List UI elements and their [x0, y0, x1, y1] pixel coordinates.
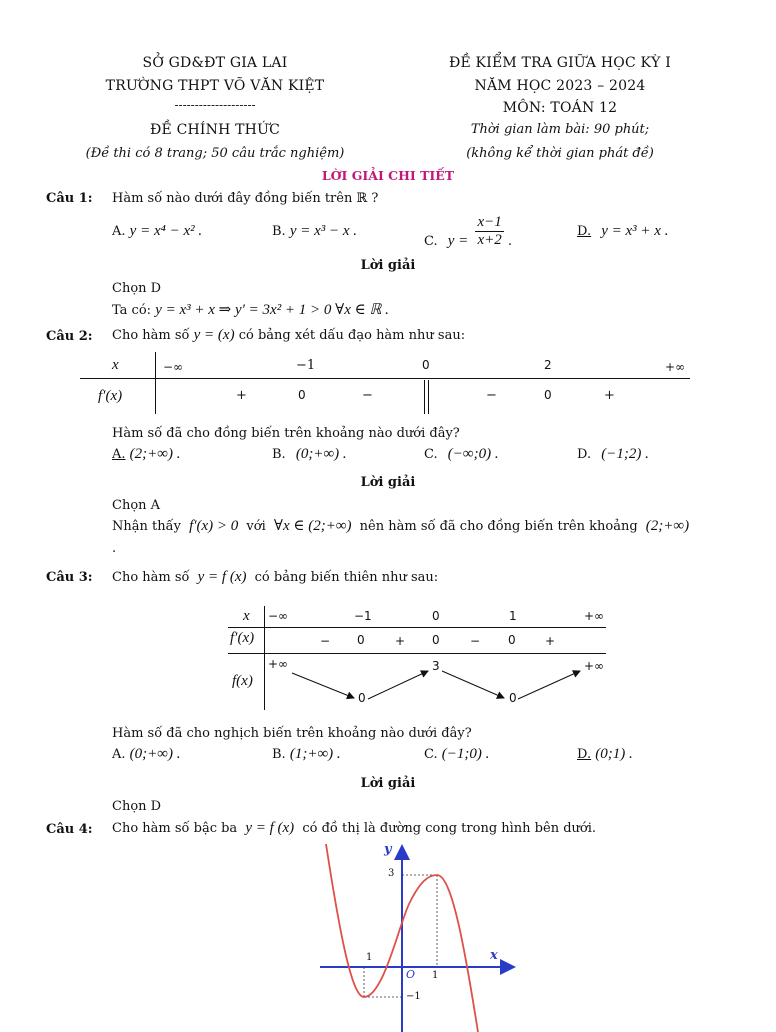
q2-explanation: Nhận thấy f′(x) > 0 với ∀x ∈ (2;+∞) nên hàm số đã cho đồng biến trên khoảng (2;+∞): [112, 518, 690, 534]
q3-x-val: 1: [509, 609, 517, 623]
q2-sign: −: [362, 388, 373, 403]
q2-sign: 0: [544, 388, 552, 402]
q2-sign: −: [486, 388, 497, 403]
x-axis-label: x: [490, 948, 498, 963]
q3-option-c: C. (−1;0) .: [424, 746, 490, 762]
q2-sign: 0: [298, 388, 306, 402]
y-axis-label: y: [384, 842, 392, 857]
q2-solution-title: Lời giải: [360, 475, 416, 490]
q3-label: Câu 3:: [46, 570, 93, 585]
school-name: TRƯỜNG THPT VÕ VĂN KIỆT: [105, 78, 325, 94]
q3-arrow-down: [442, 671, 504, 698]
q2-option-a: A. (2;+∞) .: [112, 446, 181, 462]
q3-variation-arrows: [228, 653, 606, 713]
q2-sign: +: [604, 388, 615, 403]
q2-option-d: D. (−1;2) .: [577, 446, 649, 462]
q1-label: Câu 1:: [46, 191, 93, 206]
section-title: LỜI GIẢI CHI TIẾT: [321, 168, 455, 183]
q1-solution-title: Lời giải: [360, 258, 416, 273]
q3-option-d: D. (0;1) .: [577, 746, 633, 762]
q3-text: Cho hàm số y = f (x) có bảng biến thiên như sau:: [112, 569, 439, 585]
q3-option-b: B. (1;+∞) .: [272, 746, 341, 762]
q2-option-b: B. (0;+∞) .: [272, 446, 347, 462]
tick-y-3: 3: [388, 868, 395, 879]
q3-fp-label: f′(x): [230, 630, 255, 646]
time-note: (không kể thời gian phát đề): [466, 146, 654, 161]
q3-sign: −: [470, 634, 481, 648]
q3-f-val: +∞: [268, 657, 289, 671]
q1-explanation: Ta có: y = x³ + x ⇒ y′ = 3x² + 1 > 0 ∀x ∈ ℝ .: [112, 302, 389, 318]
tick-x-1: 1: [432, 970, 439, 981]
q3-arrow-up: [368, 671, 428, 699]
official-label: ĐỀ CHÍNH THỨC: [150, 122, 280, 138]
q3-option-a: A. (0;+∞) .: [112, 746, 181, 762]
q1-text: Hàm số nào dưới đây đồng biến trên ℝ ?: [112, 191, 379, 206]
q3-f-val: 0: [509, 691, 517, 705]
q1-option-d: D. y = x³ + x .: [577, 223, 669, 239]
q2-choice: Chọn A: [112, 498, 161, 513]
header-divider: --------------------: [174, 98, 256, 112]
q3-x-val: 0: [432, 609, 440, 623]
q2-x-val: −1: [296, 358, 316, 373]
time-limit: Thời gian làm bài: 90 phút;: [470, 122, 650, 137]
q1-choice: Chọn D: [112, 281, 162, 296]
origin-label: O: [406, 968, 416, 981]
tick-x-neg1: 1: [366, 952, 373, 963]
q2-text: Cho hàm số y = (x) có bảng xét dấu đạo hàm như sau:: [112, 327, 466, 343]
exam-title: ĐỀ KIỂM TRA GIỮA HỌC KỲ I: [448, 55, 671, 71]
q2-option-c: C. (−∞;0) .: [424, 446, 499, 462]
q3-sign: 0: [357, 633, 365, 647]
q3-sign: 0: [508, 633, 516, 647]
q2-explanation-dot: .: [112, 541, 117, 556]
q4-graph: [300, 840, 530, 1032]
q2-table-x-label: x: [112, 357, 119, 373]
q3-x-val: −1: [354, 609, 372, 623]
q3-f-label: f(x): [232, 673, 253, 689]
exam-pages-note: (Đề thi có 8 trang; 50 câu trắc nghiệm): [85, 146, 345, 161]
q3-f-val: 0: [358, 691, 366, 705]
q2-x-val: 0: [422, 358, 430, 372]
q3-solution-title: Lời giải: [360, 776, 416, 791]
q3-sign: −: [320, 634, 331, 648]
tick-y-neg1: −1: [406, 991, 421, 1002]
q3-x-label: x: [243, 608, 250, 624]
q1-option-b: B. y = x³ − x .: [272, 223, 358, 239]
q2-table-fp-label: f′(x): [98, 388, 123, 404]
q3-x-val: −∞: [268, 609, 289, 623]
q2-sign: +: [236, 388, 247, 403]
q1-option-c: C. y = $\frac{x-1}{x+2}$ .: [424, 214, 512, 249]
q3-sign: 0: [432, 633, 440, 647]
q4-text: Cho hàm số bậc ba y = f (x) có đồ thị là đường cong trong hình bên dưới.: [112, 820, 597, 836]
q2-x-val: 2: [544, 358, 552, 372]
q3-arrow-up: [518, 671, 580, 699]
q3-question: Hàm số đã cho nghịch biến trên khoảng nào dưới đây?: [112, 726, 472, 741]
q4-graph-svg: [300, 840, 530, 1032]
subject: MÔN: TOÁN 12: [502, 100, 618, 116]
q2-x-val: +∞: [665, 360, 686, 374]
q2-question: Hàm số đã cho đồng biến trên khoảng nào dưới đây?: [112, 426, 460, 441]
q3-x-val: +∞: [584, 609, 605, 623]
school-dept: SỞ GD&ĐT GIA LAI: [142, 55, 288, 71]
q1-c-numerator: x−1: [477, 214, 502, 230]
school-year: NĂM HỌC 2023 – 2024: [474, 78, 646, 94]
q3-f-val: 3: [432, 659, 440, 673]
q3-sign: +: [545, 634, 556, 648]
q2-x-val: −∞: [163, 360, 184, 374]
q3-sign: +: [395, 634, 406, 648]
q1-option-a: A. y = x⁴ − x² .: [112, 223, 203, 239]
q3-arrow-down: [292, 673, 354, 698]
q2-label: Câu 2:: [46, 329, 93, 344]
q4-label: Câu 4:: [46, 822, 93, 837]
q1-c-denominator: x+2: [477, 232, 502, 248]
q3-f-val: +∞: [584, 659, 605, 673]
q3-choice: Chọn D: [112, 799, 162, 814]
